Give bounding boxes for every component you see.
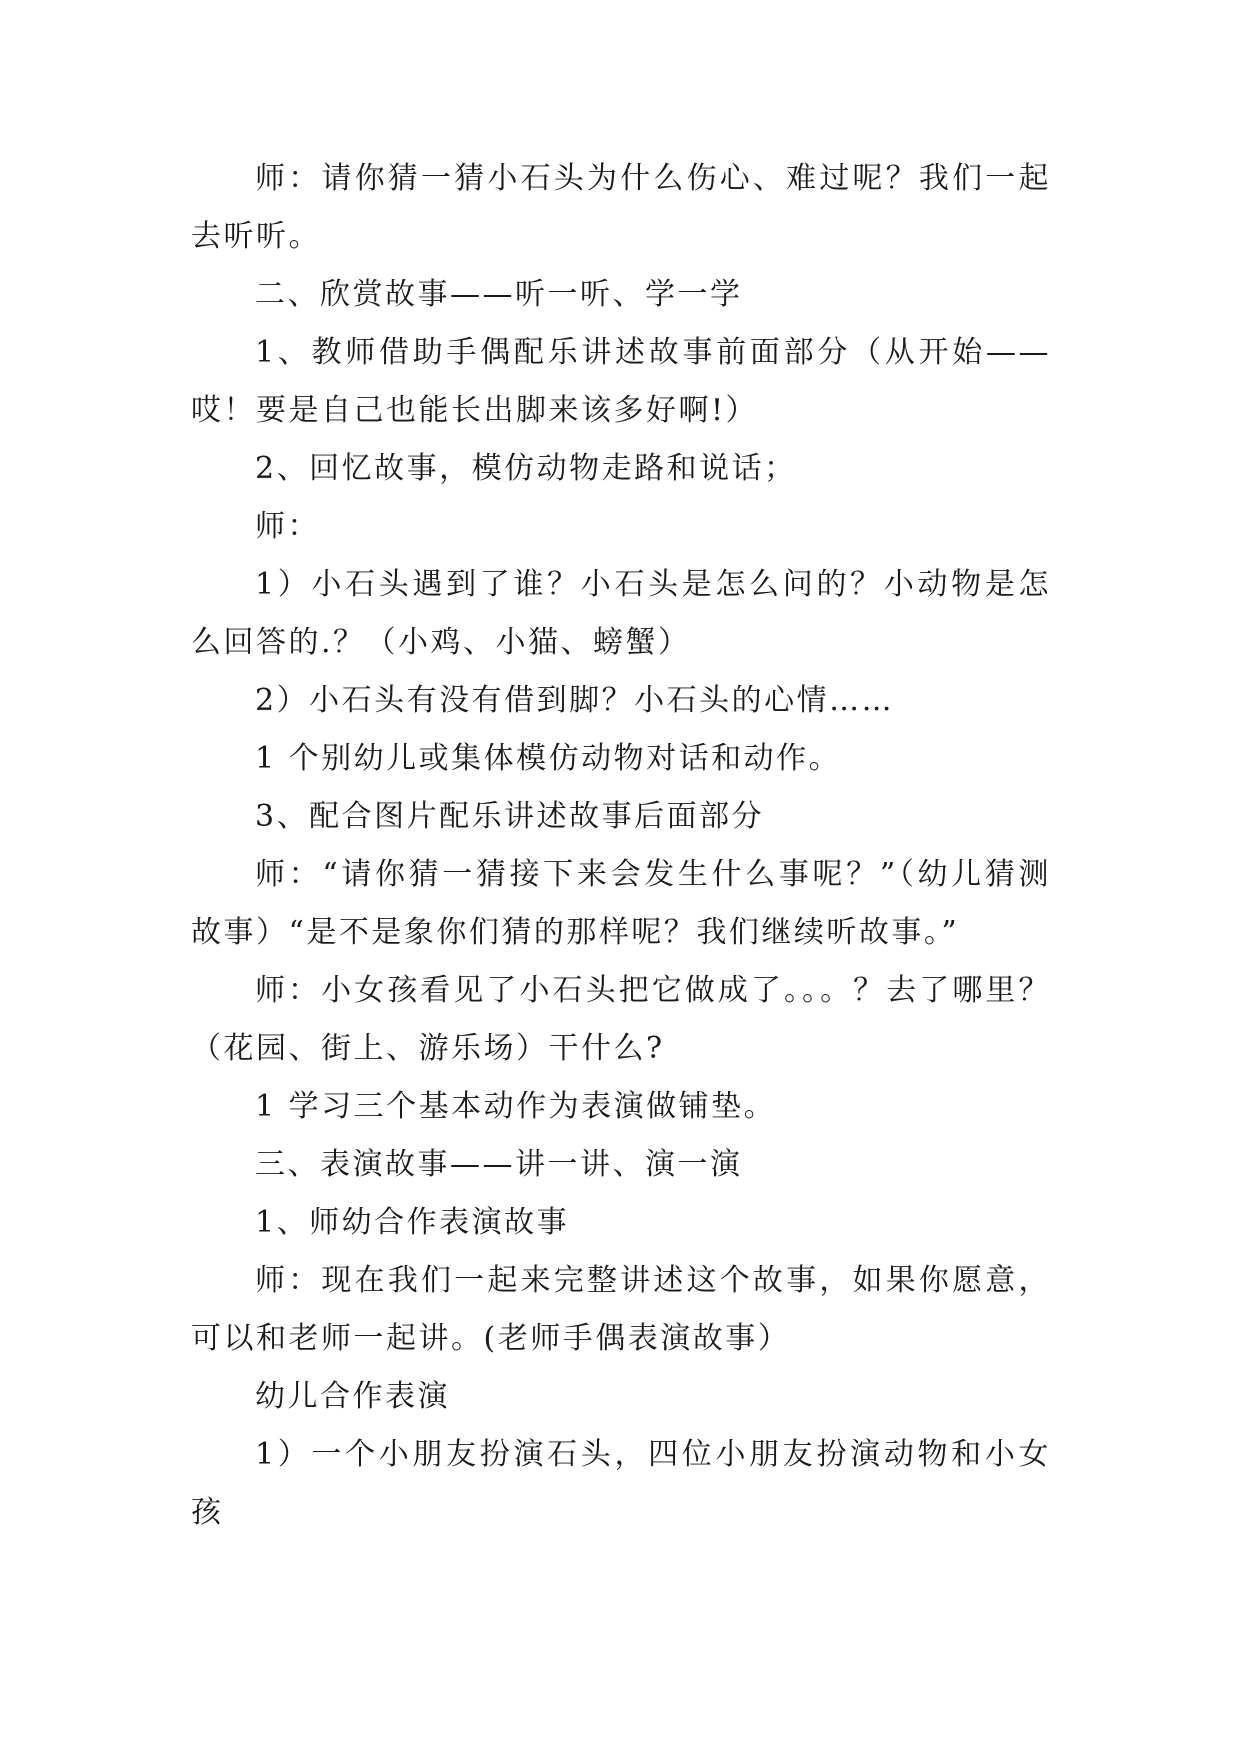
paragraph: 2、回忆故事，模仿动物走路和说话； [255,451,797,486]
paragraph: 1、教师借助手偶配乐讲述故事前面部分（从开始——哎！要是自己也能长出脚来该多好啊!） [191,335,1051,428]
paragraph: 幼儿合作表演 [255,1379,450,1414]
paragraph: 师：小女孩看见了小石头把它做成了。。。？去了哪里？（花园、街上、游乐场）干什么? [191,973,1051,1066]
paragraph: 1 学习三个基本动作为表演做铺垫。 [255,1089,777,1124]
section-heading: 三、表演故事——讲一讲、演一演 [255,1147,743,1182]
document-body [191,150,1051,1542]
paragraph: 1、师幼合作表演故事 [255,1205,570,1240]
paragraph: 1）一个小朋友扮演石头，四位小朋友扮演动物和小女孩 [191,1437,1051,1530]
paragraph: 3、配合图片配乐讲述故事后面部分 [255,799,765,834]
paragraph: 师： [255,509,320,544]
paragraph: 师：“请你猜一猜接下来会发生什么事呢？”（幼儿猜测故事）“是不是象你们猜的那样呢？我们继续听故事。” [191,857,1051,950]
paragraph: 师：现在我们一起来完整讲述这个故事，如果你愿意，可以和老师一起讲。(老师手偶表演故事） [191,1263,1051,1356]
paragraph: 1）小石头遇到了谁？小石头是怎么问的？小动物是怎么回答的.？（小鸡、小猫、螃蟹） [191,567,1051,660]
section-heading: 二、欣赏故事——听一听、学一学 [255,277,743,312]
paragraph: 1 个别幼儿或集体模仿动物对话和动作。 [255,741,842,776]
paragraph: 2）小石头有没有借到脚？小石头的心情…… [255,683,895,718]
paragraph: 师：请你猜一猜小石头为什么伤心、难过呢？我们一起去听听。 [191,161,1051,254]
